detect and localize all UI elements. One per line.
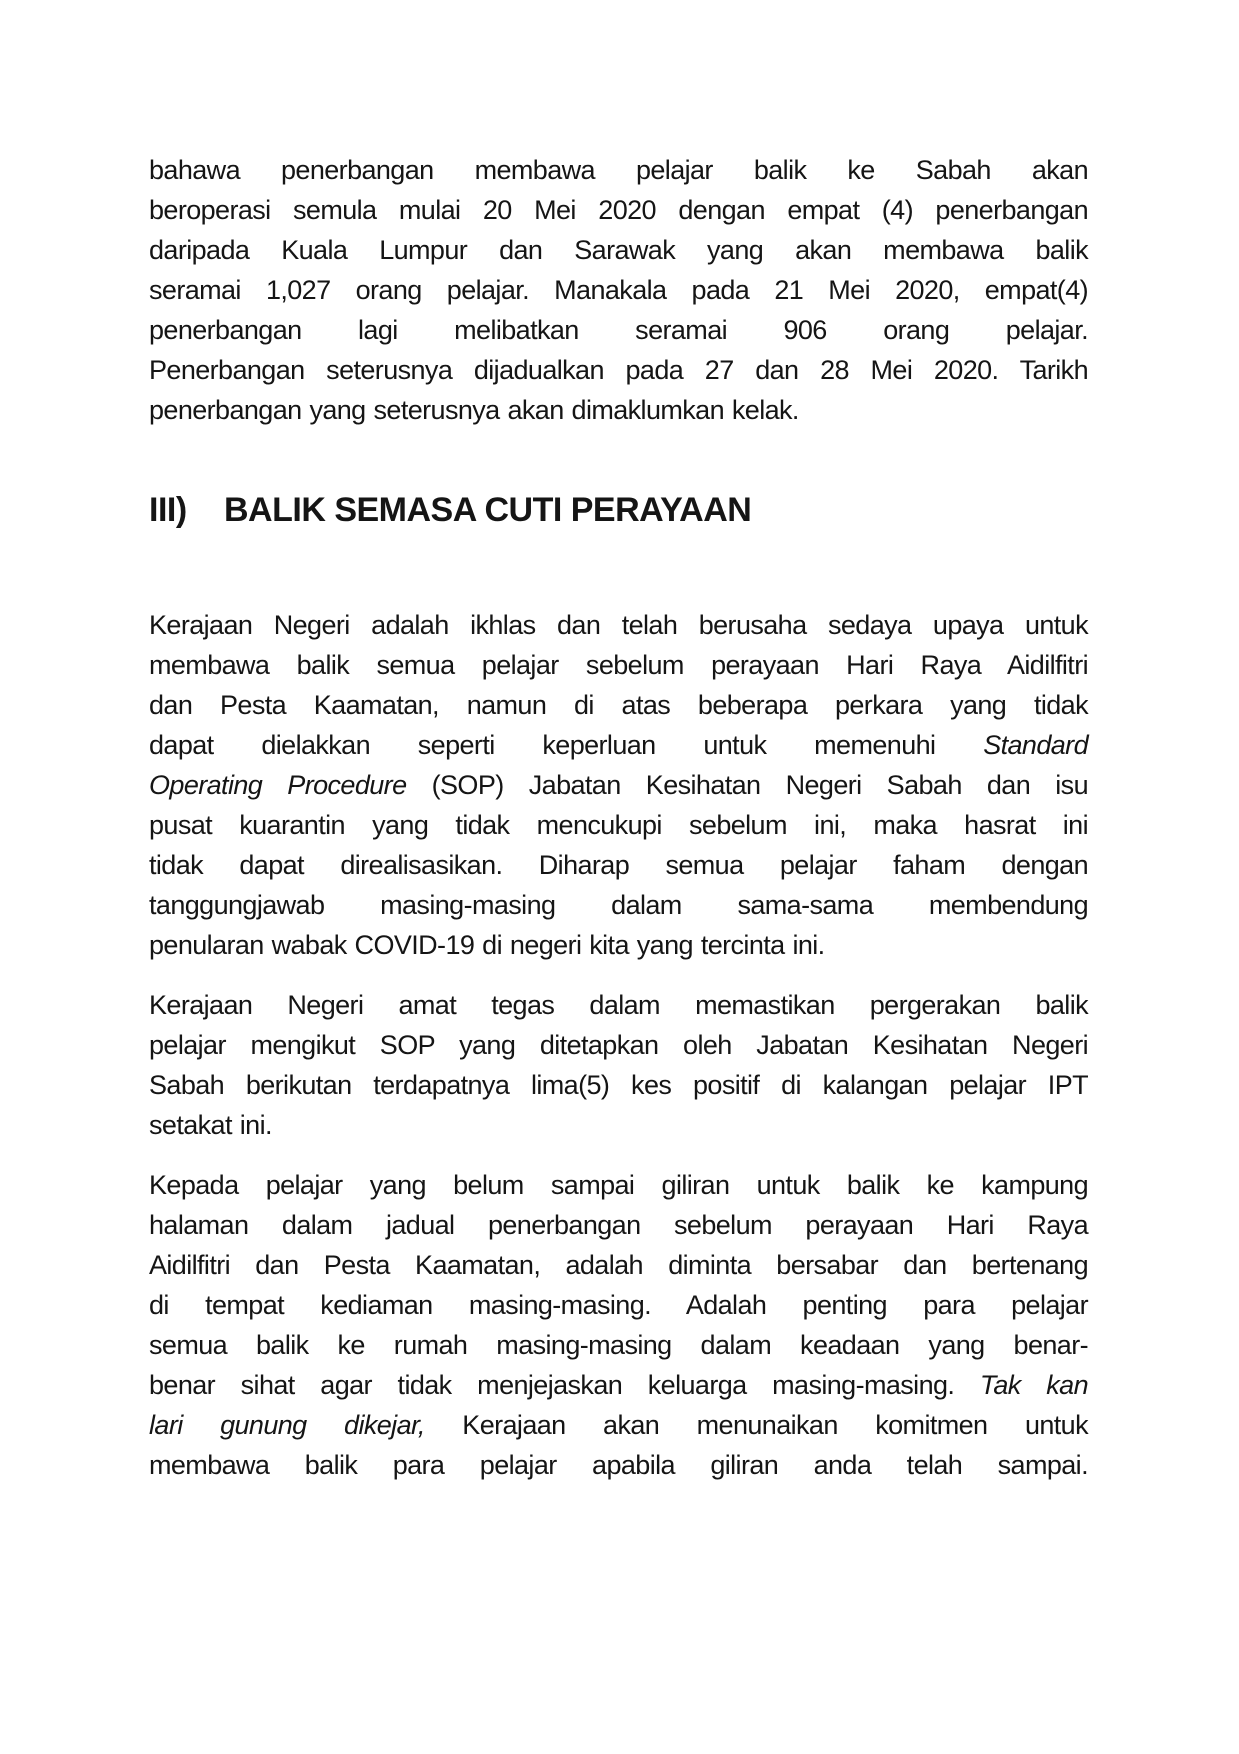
text-line: pelajar mengikut SOP yang ditetapkan oleh Jabatan Kesihatan Negeri bbox=[149, 1030, 1088, 1060]
text-run-italic: lari gunung dikejar, bbox=[149, 1410, 425, 1440]
text-line: Kepada pelajar yang belum sampai giliran untuk balik ke kampung bbox=[149, 1170, 1088, 1200]
text-line: Aidilfitri dan Pesta Kaamatan, adalah diminta bersabar dan bertenang bbox=[149, 1250, 1088, 1280]
text-line: membawa balik para pelajar apabila giliran anda telah sampai. bbox=[149, 1450, 1088, 1480]
text-run: (SOP) Jabatan Kesihatan Negeri Sabah dan isu bbox=[406, 770, 1088, 800]
paragraph-patience-appeal bbox=[149, 1165, 1088, 1485]
text-line bbox=[149, 1365, 1088, 1405]
text-line: Kerajaan Negeri amat tegas dalam memastikan pergerakan balik bbox=[149, 990, 1088, 1020]
text-line: beroperasi semula mulai 20 Mei 2020 dengan empat (4) penerbangan bbox=[149, 195, 1088, 225]
paragraph-bring-home-effort bbox=[149, 605, 1088, 965]
text-line: dan Pesta Kaamatan, namun di atas beberapa perkara yang tidak bbox=[149, 690, 1088, 720]
text-line: penerbangan yang seterusnya akan dimaklumkan kelak. bbox=[149, 395, 799, 425]
text-line: di tempat kediaman masing-masing. Adalah penting para pelajar bbox=[149, 1290, 1088, 1320]
text-line bbox=[149, 1405, 1088, 1445]
paragraph-flight-schedule bbox=[149, 150, 1088, 430]
text-line: tanggungjawab masing-masing dalam sama-sama membendung bbox=[149, 890, 1088, 920]
paragraph-sop-enforcement bbox=[149, 985, 1088, 1145]
text-line: bahawa penerbangan membawa pelajar balik ke Sabah akan bbox=[149, 155, 1088, 185]
section-heading bbox=[149, 488, 1088, 532]
text-run-italic: Tak kan bbox=[979, 1370, 1088, 1400]
text-line: Sabah berikutan terdapatnya lima(5) kes positif di kalangan pelajar IPT bbox=[149, 1070, 1088, 1100]
text-line: semua balik ke rumah masing-masing dalam keadaan yang benar- bbox=[149, 1330, 1088, 1360]
text-line: penerbangan lagi melibatkan seramai 906 orang pelajar. bbox=[149, 315, 1088, 345]
text-line bbox=[149, 765, 1088, 805]
section-title: BALIK SEMASA CUTI PERAYAAN bbox=[224, 491, 752, 529]
text-run: Kerajaan akan menunaikan komitmen untuk bbox=[424, 1410, 1088, 1440]
text-line: daripada Kuala Lumpur dan Sarawak yang akan membawa balik bbox=[149, 235, 1088, 265]
text-line: Penerbangan seterusnya dijadualkan pada 27 dan 28 Mei 2020. Tarikh bbox=[149, 355, 1088, 385]
text-line bbox=[149, 725, 1088, 765]
text-run: benar sihat agar tidak menjejaskan keluarga masing-masing. bbox=[149, 1370, 980, 1400]
text-line: membawa balik semua pelajar sebelum perayaan Hari Raya Aidilfitri bbox=[149, 650, 1088, 680]
text-line: setakat ini. bbox=[149, 1110, 272, 1140]
text-line: penularan wabak COVID-19 di negeri kita yang tercinta ini. bbox=[149, 930, 825, 960]
text-line: Kerajaan Negeri adalah ikhlas dan telah berusaha sedaya upaya untuk bbox=[149, 610, 1088, 640]
section-number: III) bbox=[149, 491, 187, 529]
text-line: tidak dapat direalisasikan. Diharap semua pelajar faham dengan bbox=[149, 850, 1088, 880]
text-run-italic: Standard bbox=[983, 730, 1088, 760]
text-run-italic: Operating Procedure bbox=[149, 770, 407, 800]
text-line: seramai 1,027 orang pelajar. Manakala pada 21 Mei 2020, empat(4) bbox=[149, 275, 1088, 305]
text-run: dapat dielakkan seperti keperluan untuk memenuhi bbox=[149, 730, 984, 760]
text-line: pusat kuarantin yang tidak mencukupi sebelum ini, maka hasrat ini bbox=[149, 810, 1088, 840]
page-content bbox=[149, 150, 1088, 1505]
text-line: halaman dalam jadual penerbangan sebelum perayaan Hari Raya bbox=[149, 1210, 1088, 1240]
